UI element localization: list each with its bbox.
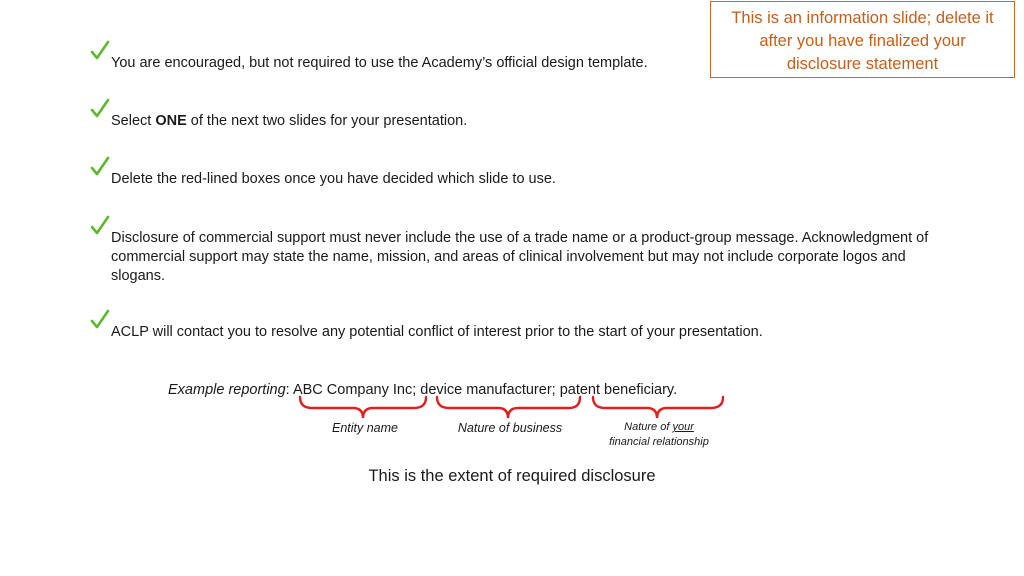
info-line-3: disclosure statement [786,55,939,73]
caption-entity: Entity name [331,421,398,435]
caption-relationship-pre: Nature of [624,421,673,433]
info-line-2: after you have finalized your [759,32,966,50]
bullet-text: You are encouraged, but not required to use the Academy’s official design template. [111,55,648,71]
example-business: device manufacturer; [416,382,556,398]
caption-relationship [590,420,728,450]
bullet-text-post: of the next two slides for your presentation. [186,113,468,129]
example-relationship: patent beneficiary. [555,382,678,398]
example-colon: : [285,382,293,398]
caption-relationship-em: your [672,421,694,433]
bullet-text: ACLP will contact you to resolve any potential conflict of interest prior to the start of your presentation. [111,324,763,340]
bracket-relationship [593,397,723,418]
bullet-text: Disclosure of commercial support must never include the use of a trade name or a product-group message. Acknowledgment of commercial support may state the name, mission, and areas of clinical involvement but may not include corporate logos and slogans. [111,230,929,284]
caption-relationship-post: financial relationship [609,436,709,448]
bracket-business [437,397,580,418]
example-label: Example reporting [168,382,286,398]
bullet-text-bold: ONE [155,113,187,129]
example-entity: ABC Company Inc; [292,382,417,398]
bracket-entity [300,397,426,418]
footer-note: This is the extent of required disclosure [368,467,656,485]
caption-business: Nature of business [457,421,563,435]
info-line-1: This is an information slide; delete it [731,9,994,27]
bullet-text: Delete the red-lined boxes once you have decided which slide to use. [111,171,556,187]
bullet-text-pre: Select [111,113,156,129]
